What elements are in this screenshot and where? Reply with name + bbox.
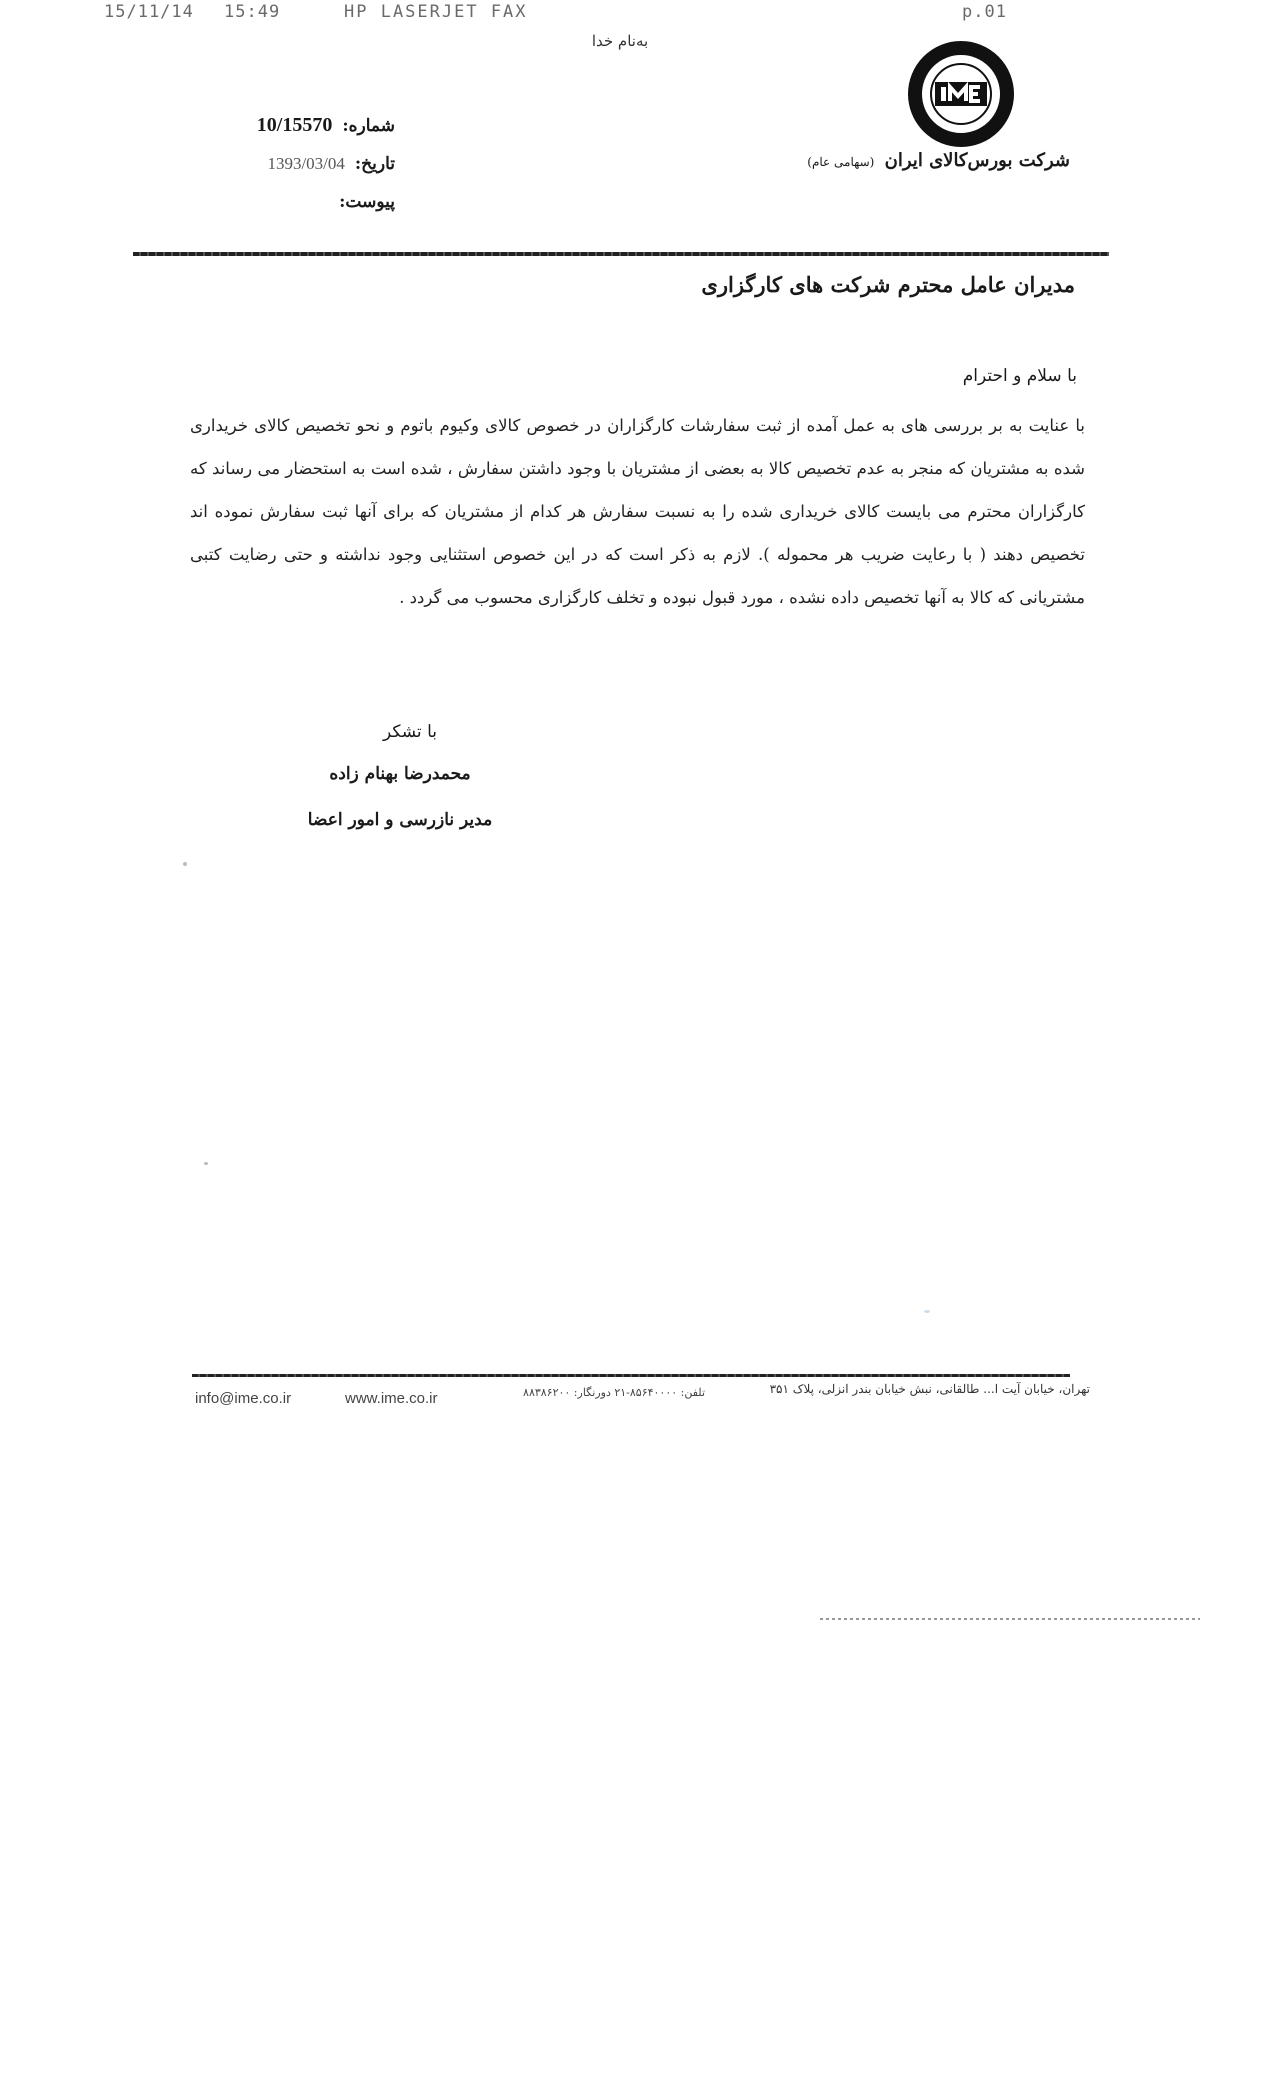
footer-divider bbox=[192, 1374, 1070, 1377]
letter-body: با عنایت به بر بررسی های به عمل آمده از ثبت سفارشات کارگزاران در خصوص کالای وکیوم باتوم و نحو تخصیص کالای خریداری شده به مشتریان که منجر به عدم تخصیص کالا به بعضی از مشتریان با وجود داشتن سفارش ، شده است به استحضار می رساند که کارگزاران محترم می بایست کالای خریداری شده را به نسبت سفارش هر کدام از مشتریان که برای آنها ثبت سفارش نموده اند تخصیص دهند ( با رعایت ضریب هر محموله ). لازم به ذکر است که در این خصوص استثنایی وجود نداشته و حتی رضایت کتبی مشتریانی که کالا به آنها تخصیص داده نشده ، مورد قبول نبوده و تخلف کارگزاری محسوب می گردد . bbox=[190, 416, 1085, 607]
fax-page-number: p.01 bbox=[962, 2, 1007, 22]
footer-website-link[interactable]: www.ime.co.ir bbox=[345, 1390, 438, 1407]
fax-device: HP LASERJET FAX bbox=[344, 2, 528, 22]
letter-date bbox=[135, 154, 395, 174]
greeting: با سلام و احترام bbox=[962, 366, 1077, 386]
letter-number-value: 10/15570 bbox=[256, 114, 333, 136]
scan-speck bbox=[183, 862, 187, 866]
letter-attachment bbox=[135, 192, 395, 212]
footer-phone: تلفن: ۸۵۶۴۰۰۰۰-۲۱ دورنگار: ۸۸۳۸۶۲۰۰ bbox=[523, 1386, 705, 1399]
company-name bbox=[740, 150, 1070, 171]
letter-attachment-label: پیوست: bbox=[339, 192, 395, 212]
letter-number-label: شماره: bbox=[342, 116, 395, 136]
letter-date-value: 1393/03/04 bbox=[267, 154, 345, 173]
footer-email-link[interactable]: info@ime.co.ir bbox=[195, 1390, 292, 1407]
letter-number bbox=[135, 114, 395, 137]
ime-logo-icon bbox=[905, 38, 1017, 150]
signature-thanks: با تشکر bbox=[383, 722, 437, 742]
bismillah: به‌نام خدا bbox=[591, 32, 649, 50]
fax-time: 15:49 bbox=[224, 2, 281, 22]
company-name-text: شرکت بورس‌کالای ایران bbox=[884, 150, 1070, 171]
fax-date: 15/11/14 bbox=[104, 2, 194, 22]
scan-speck bbox=[924, 1310, 930, 1313]
header-divider bbox=[133, 252, 1109, 256]
scan-speck bbox=[204, 1162, 208, 1165]
signer-title: مدیر نازرسی و امور اعضا bbox=[307, 810, 493, 830]
footer-address: تهران، خیابان آیت ا... طالقانی، نبش خیابان بندر انزلی، پلاک ۳۵۱ bbox=[769, 1382, 1090, 1396]
signer-name: محمدرضا بهنام زاده bbox=[329, 764, 471, 784]
letter-date-label: تاریخ: bbox=[354, 154, 395, 174]
company-type: (سهامی عام) bbox=[807, 155, 875, 169]
scan-artifact-line bbox=[820, 1618, 1200, 1620]
recipient: مدیران عامل محترم شرکت های کارگزاری bbox=[701, 272, 1075, 297]
